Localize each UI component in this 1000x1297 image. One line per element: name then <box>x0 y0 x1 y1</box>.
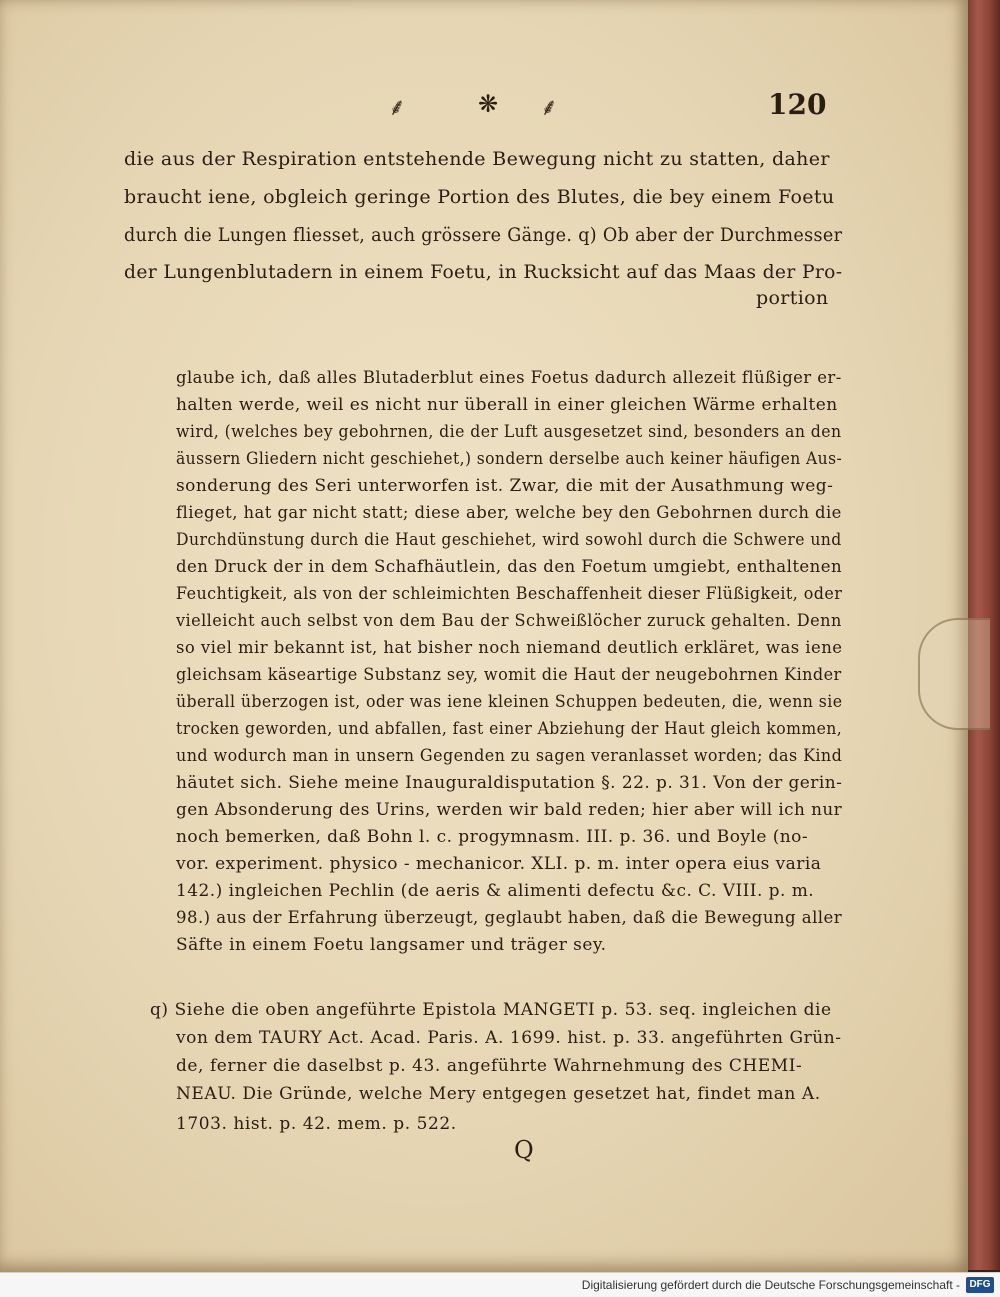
signature-mark: Q <box>514 1136 534 1164</box>
note-line: Säfte in einem Foetu langsamer und träger sey. <box>176 935 607 955</box>
footer-credit: Digitalisierung gefördert durch die Deutsche Forschungsgemeinschaft - <box>581 1278 960 1292</box>
ornament-left-icon: ⸙ <box>388 93 406 121</box>
main-text-catchword: portion <box>756 287 829 309</box>
note-line: überall überzogen ist, oder was iene kleinen Schuppen bedeuten, die, wenn sie <box>176 692 843 712</box>
note-line: gen Absonderung des Urins, werden wir bald reden; hier aber will ich nur <box>176 800 843 820</box>
note-line: äussern Gliedern nicht geschiehet,) sondern derselbe auch keiner häufigen Aus- <box>176 449 843 469</box>
footnote-line: de, ferner die daselbst p. 43. angeführte Wahrnehmung des CHEMI- <box>176 1056 803 1076</box>
note-line: sonderung des Seri unterworfen ist. Zwar, die mit der Ausathmung weg- <box>176 476 834 496</box>
page-header <box>380 90 830 130</box>
footnote-line: von dem TAURY Act. Acad. Paris. A. 1699. hist. p. 33. angeführten Grün- <box>176 1028 842 1048</box>
note-line: den Druck der in dem Schafhäutlein, das den Foetum umgiebt, enthaltenen <box>176 557 843 577</box>
main-text-line: braucht iene, obgleich geringe Portion des Blutes, die bey einem Foetu <box>124 186 835 208</box>
ornament-right-icon: ⸙ <box>540 93 558 121</box>
footnote-line: 1703. hist. p. 42. mem. p. 522. <box>176 1114 457 1134</box>
note-line: Feuchtigkeit, als von der schleimichten Beschaffenheit dieser Flüßigkeit, oder <box>176 584 843 604</box>
note-line: 98.) aus der Erfahrung überzeugt, geglaubt haben, daß die Bewegung aller <box>176 908 843 928</box>
note-line: trocken geworden, und abfallen, fast einer Abziehung der Haut gleich kommen, <box>176 719 843 739</box>
note-line: häutet sich. Siehe meine Inauguraldisputation §. 22. p. 31. Von der gerin- <box>176 773 843 793</box>
footnote-line: q) Siehe die oben angeführte Epistola MANGETI p. 53. seq. ingleichen die <box>150 1000 832 1020</box>
note-line: Durchdünstung durch die Haut geschiehet, wird sowohl durch die Schwere und <box>176 530 842 550</box>
note-line: vielleicht auch selbst von dem Bau der Schweißlöcher zuruck gehalten. Denn <box>176 611 842 631</box>
note-line: und wodurch man in unsern Gegenden zu sagen veranlasset worden; das Kind <box>176 746 843 766</box>
main-text-line: der Lungenblutadern in einem Foetu, in Rucksicht auf das Maas der Pro- <box>124 261 843 283</box>
page-clip <box>918 618 990 730</box>
note-line: flieget, hat gar nicht statt; diese aber, welche bey den Gebohrnen durch die <box>176 503 842 523</box>
ornament-center-icon: ❋ <box>478 90 499 118</box>
main-text-line: die aus der Respiration entstehende Bewegung nicht zu statten, daher <box>124 148 830 170</box>
main-text-line: durch die Lungen fliesset, auch grössere Gänge. q) Ob aber der Durchmesser <box>124 224 843 246</box>
note-line: noch bemerken, daß Bohn l. c. progymnasm. III. p. 36. und Boyle (no- <box>176 827 809 847</box>
note-line: glaube ich, daß alles Blutaderblut eines Foetus dadurch allezeit flüßiger er- <box>176 368 842 388</box>
footnote-line: NEAU. Die Gründe, welche Mery entgegen gesetzet hat, findet man A. <box>176 1084 821 1104</box>
note-line: 142.) ingleichen Pechlin (de aeris & alimenti defectu &c. C. VIII. p. m. <box>176 881 815 901</box>
footer-bar <box>0 1272 1000 1297</box>
note-line: so viel mir bekannt ist, hat bisher noch niemand deutlich erkläret, was iene <box>176 638 843 658</box>
note-line: vor. experiment. physico - mechanicor. XLI. p. m. inter opera eius varia <box>176 854 822 874</box>
page-number: 120 <box>768 88 827 121</box>
dfg-logo[interactable]: DFG <box>966 1277 994 1293</box>
note-line: wird, (welches bey gebohrnen, die der Luft ausgesetzet sind, besonders an den <box>176 422 842 442</box>
note-line: halten werde, weil es nicht nur überall in einer gleichen Wärme erhalten <box>176 395 838 415</box>
note-line: gleichsam käseartige Substanz sey, womit die Haut der neugebohrnen Kinder <box>176 665 842 685</box>
